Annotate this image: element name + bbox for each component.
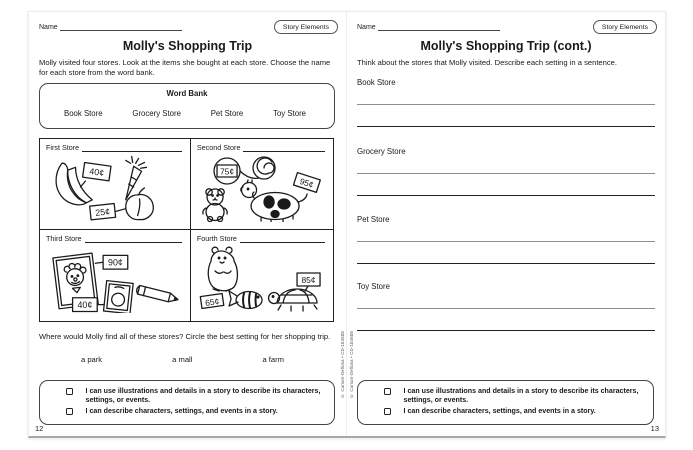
setting-option-mall: a mall (172, 355, 193, 364)
page-left (29, 12, 347, 436)
section-label: Pet Store (357, 215, 390, 224)
section-pet-store (357, 215, 655, 264)
name-field-row (39, 23, 182, 31)
pet-items-illustration (197, 245, 327, 313)
name-label: Name (39, 24, 58, 31)
story-elements-badge: Story Elements (593, 20, 657, 34)
word-bank-word-toy-store: Toy Store (273, 109, 306, 118)
price-tag: 40¢ (77, 300, 93, 311)
word-bank-word-book-store: Book Store (64, 109, 103, 118)
story-elements-badge: Story Elements (274, 20, 338, 34)
i-can-statement: I can use illustrations and details in a story to describe its characters, settings, or events. (403, 387, 639, 405)
copyright-text: © Carson-Dellosa • CD-104608 (349, 330, 354, 398)
instructions-text: Think about the stores that Molly visited. Describe each setting in a sentence. (357, 58, 618, 67)
instructions-text: Molly visited four stores. Look at the items she bought at each store. Choose the name for each store from the word bank. (39, 58, 331, 78)
i-can-row (48, 407, 324, 416)
section-grocery-store (357, 147, 655, 196)
price-tag: 65¢ (204, 296, 220, 308)
grocery-items-illustration (46, 154, 184, 222)
price-tag: 95¢ (298, 176, 315, 190)
store-cell-fourth (191, 230, 333, 321)
toy-items-illustration (197, 154, 327, 222)
section-label: Grocery Store (357, 147, 406, 156)
section-label: Toy Store (357, 282, 390, 291)
store-cell-header (46, 143, 184, 152)
name-field-row (357, 23, 500, 31)
checkbox-icon (66, 408, 73, 415)
page-number: 13 (650, 424, 659, 433)
store-cell-second (191, 139, 333, 230)
store-cell-third (40, 230, 191, 321)
setting-question: Where would Molly find all of these stores? Circle the best setting for her shopping trip. (39, 332, 331, 341)
writing-line (357, 241, 655, 242)
word-bank-word-grocery-store: Grocery Store (132, 109, 181, 118)
writing-line (357, 126, 655, 127)
writing-line (357, 104, 655, 105)
book-items-illustration (46, 245, 184, 313)
writing-line (357, 330, 655, 331)
word-bank-box (39, 83, 335, 129)
stores-grid (39, 138, 334, 322)
section-book-store (357, 78, 655, 127)
page-right (347, 12, 665, 436)
writing-line (357, 173, 655, 174)
i-can-box (39, 380, 335, 425)
section-label: Book Store (357, 78, 396, 87)
store-cell-first (40, 139, 191, 230)
word-bank-word-pet-store: Pet Store (210, 109, 244, 118)
store-answer-line (243, 145, 325, 152)
price-tag: 25¢ (94, 206, 111, 218)
price-tag: 40¢ (88, 166, 105, 179)
setting-option-farm: a farm (262, 355, 284, 364)
page-title: Molly's Shopping Trip (122, 39, 253, 53)
section-toy-store (357, 282, 655, 331)
checkbox-icon (66, 388, 73, 395)
store-answer-line (85, 236, 182, 243)
checkbox-icon (384, 408, 391, 415)
word-bank-words (40, 109, 334, 118)
store-cell-header (46, 234, 184, 243)
page-number: 12 (35, 424, 44, 433)
setting-option-park: a park (81, 355, 103, 364)
i-can-box (357, 380, 654, 425)
price-tag: 90¢ (108, 257, 123, 268)
price-tag: 85¢ (301, 275, 316, 285)
price-tag: 75¢ (219, 166, 235, 177)
store-label: Second Store (196, 143, 241, 152)
store-label: Third Store (46, 234, 82, 243)
writing-line (357, 308, 655, 309)
store-cell-header (197, 234, 327, 243)
i-can-statement: I can describe characters, settings, and events in a story. (403, 407, 596, 416)
writing-line (357, 195, 655, 196)
i-can-row (366, 387, 643, 405)
checkbox-icon (384, 388, 391, 395)
store-answer-line (82, 145, 182, 152)
worksheet-spread (28, 11, 666, 438)
store-cell-header (197, 143, 327, 152)
name-write-line (60, 23, 182, 31)
store-answer-line (240, 236, 325, 243)
copyright-text: © Carson-Dellosa • CD-104608 (340, 330, 345, 398)
i-can-row (366, 407, 643, 416)
name-label: Name (357, 24, 376, 31)
page-title: Molly's Shopping Trip (cont.) (420, 39, 592, 53)
i-can-row (48, 387, 324, 405)
store-label: Fourth Store (196, 234, 237, 243)
store-label: First Store (46, 143, 80, 152)
i-can-statement: I can use illustrations and details in a story to describe its characters, settings, or events. (85, 387, 321, 405)
word-bank-title: Word Bank (166, 89, 208, 98)
i-can-statement: I can describe characters, settings, and events in a story. (85, 407, 278, 416)
setting-options (81, 355, 284, 364)
name-write-line (378, 23, 500, 31)
writing-line (357, 263, 655, 264)
